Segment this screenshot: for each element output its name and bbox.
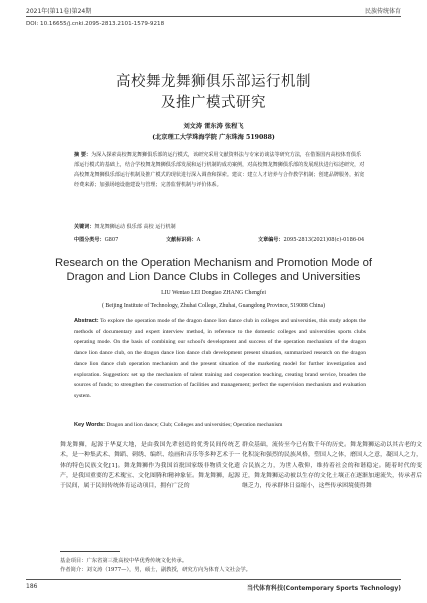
body-column-right: 群众基础，流传至今已有数千年的历史。舞龙舞狮运动以其古老的文化积淀和强烈的民族风格，塑国人之体，磨国人之意，凝国人之力，合民族之力，为世人敬仰，维持着社会的和谐稳定。随着时代的变迁，舞龙舞狮运动被以生存的文化土壤正在逐渐加速流失，传承者后继乏力，传承群体日益缩小，这些传承困境使得舞 [242,442,422,490]
document-code: 文献标识码：A [166,237,201,243]
issue-info: 2021年(第11卷)第24期 [26,8,92,15]
body-column-left: 舞龙舞狮，起源于华夏大地，是由我国先辈创造的优秀民间传统艺术，是一种集武术、舞蹈、刺绣、编织、绘画和音乐等多种艺术于一体的特色民族文化[1]。舞龙舞狮作为我国首批国家级非物质文化遗产，是我国重要的艺术瑰宝、文化图腾和精神象征。舞龙舞狮，起源于民间，属于民间传统体育运动项目，拥有广泛的 [60,442,240,490]
chinese-keywords-label: 关键词： [74,224,95,230]
running-header [26,6,401,15]
footnote-fund: 基金项目：广东省第三批高校中华优秀传统文化传承。 [60,558,188,564]
section-name: 民族传统体育 [364,8,401,15]
clc-number: 中图分类号：G807 [74,237,119,243]
chinese-title [0,72,427,114]
english-authors: LIU Wentao LEI Dongtao ZHANG Chengfei [161,290,266,296]
chinese-affiliation: (北京理工大学珠海学院 广东珠海 519088) [152,134,275,141]
page-number: 186 [26,583,38,590]
english-keywords [74,422,366,428]
english-title-line-2: Dragon and Lion Dance Clubs in Colleges and Universities [66,271,361,283]
english-keywords-text: Dragon and lion dance; Club; Colleges and universities; Operation mechanism [106,422,283,428]
classification-row [74,236,366,243]
english-abstract-label: Abstract: [74,318,99,324]
chinese-title-line-1: 高校舞龙舞狮俱乐部运行机制 [116,74,311,90]
footnote-author: 作者简介：刘文涛（1977—），男，硕士，副教授，研究方向为体育人文社会学。 [60,567,251,573]
chinese-abstract-label: 摘 要： [74,152,92,158]
english-abstract-text: To explore the operation mode of the dragon dance lion dance club in colleges and universities, this study adopts the methods of documentary and expert interview method, in reference to the domestic colleges and universities sports clubs operating mode. On the basis of combining our school's development and success of the operation mechanism of the dragon dance lion dance club, on the dragon dance lion dance club development present situation, summarized research on the dragon dance lion dance club operation mechanism and the present situation of the marketing model for further investigation and exploration. Suggestion: set up the mechanism of talent training and cooperation teaching, creating brand service, broaden the sources of funds; to strengthen the construction of facilities and management; perfect the supervision mechanism and evaluation system. [74,318,366,399]
running-footer [26,583,401,592]
english-affiliation: ( Beijing Institute of Technology, Zhuhai College, Zhuhai, Guangdong Province, 519088 China) [101,303,326,309]
footer-rule [26,579,401,580]
footnote-rule [60,551,120,552]
chinese-keywords [74,223,366,230]
chinese-authors: 刘文涛 雷东涛 张程飞 [183,123,244,130]
journal-name: 当代体育科技(Contemporary Sports Technology) [246,585,401,592]
article-number: 文章编号：2095-2813(2021)08(c)-0186-04 [258,237,365,243]
doi: DOI: 10.16655/j.cnki.2095-2813.2101-1579-9218 [26,21,165,27]
header-rule [26,16,401,17]
english-title [12,256,415,284]
english-title-line-1: Research on the Operation Mechanism and Promotion Mode of [54,257,373,269]
chinese-abstract [74,150,366,190]
english-abstract [74,316,366,402]
chinese-abstract-text: 为深入探索高校舞龙舞狮俱乐部的运行模式，该研究采用文献资料法与专家访谈法等研究方法，在借鉴国内高校体育俱乐部运行模式的基础上，结合学校舞龙舞狮俱乐部发展和运行机制的成功案例，对高校舞龙舞狮俱乐部的发展现状进行综述研究，对高校舞龙舞狮俱乐部运行机制及推广模式的现状进行深入调查和探索。建议：建立人才培养与合作教学机制；创建品牌服务，拓宽经费来源；加强场地设施建设与管理；完善监督机制与评价体系。 [74,152,365,188]
english-keywords-label: Key Words: [74,422,105,428]
chinese-keywords-text: 舞龙舞狮运动 俱乐部 高校 运行机制 [94,224,176,230]
chinese-title-line-2: 及推广模式研究 [161,95,266,111]
